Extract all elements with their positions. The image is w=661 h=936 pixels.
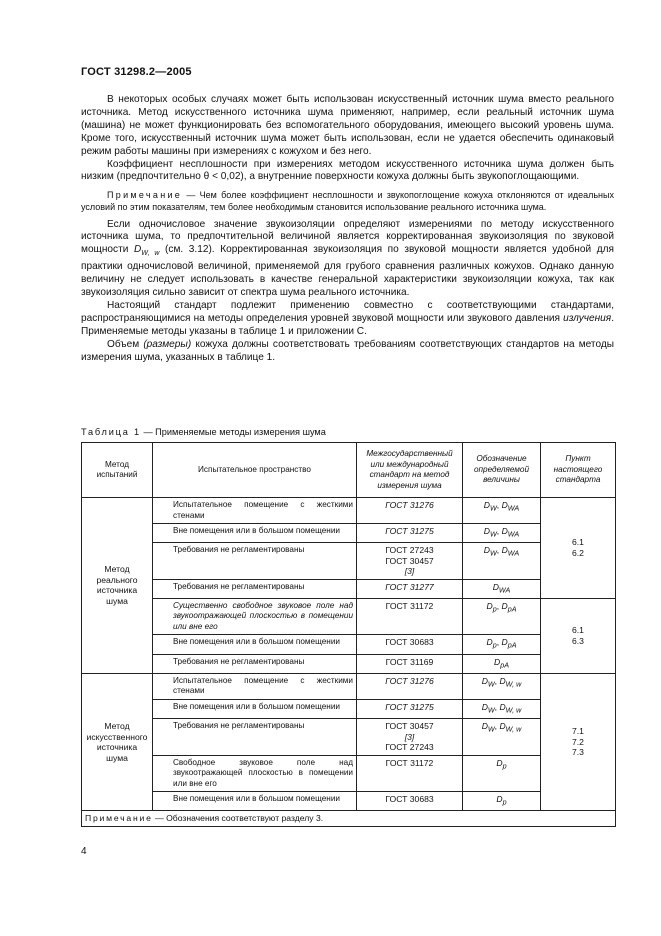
clause-cell: 6.1 6.2 — [541, 498, 616, 599]
method-cell: Метод реального источника шума — [82, 498, 153, 674]
header-quantity: Обозначение определяемой величины — [463, 443, 541, 498]
note — [81, 189, 614, 213]
table-note: Примечание — Обозначения соответствуют разделу 3. — [82, 811, 616, 827]
table-header-row — [82, 443, 616, 498]
document-header: ГОСТ 31298.2—2005 — [81, 66, 192, 78]
methods-table — [81, 442, 616, 827]
table-row: Требования не регламентированы ГОСТ 27243 ГОСТ 30457 [3] $D_W$, $D_{WA}$ — [82, 543, 616, 580]
clause-cell: 7.1 7.2 7.3 — [541, 673, 616, 810]
clause-cell: 6.1 6.3 — [541, 598, 616, 673]
table-row: Метод реального источника шума Испытательное помещение с жесткими стенами ГОСТ 31276 $D_W$, $D_{WA}$ 6.1 6.2 — [82, 498, 616, 524]
paragraph: В некоторых особых случаях может быть использован искусственный источник шума вместо реального источника. Метод искусственного источника шума применяют, например, если реальный источник шума (машина) не может функционировать без вспомогательного оборудования, имеющего высокий уровень шума. Кроме того, искусственный источник шума может быть использован, если не удается обеспечить одинаковый режим работы машины при измерениях с кожухом и без него. — [81, 94, 614, 157]
table-caption: Таблица 1 — Применяемые методы измерения шума — [81, 427, 326, 437]
paragraph: Если одночисловое значение звукоизоляции определяют измерениями по методу искусственного источника шума, то предпочтительной величиной является корректированная звукоизоляция по звуковой мощности $D_{W, w}$ (см. 3.12). Корректированная звукоизоляция по звуковой мощности является удобной для практики одночисловой величиной, применяемой для грубого сравнения различных кожухов. Однако данную величину не следует использовать в качестве генеральной характеристики звукоизоляции кожуха, так как звукоизоляция сильно зависит от спектра шума реального источника. — [81, 218, 615, 299]
table-note-row — [82, 811, 616, 827]
paragraph: Коэффициент несплошности при измерениях методом искусственного источника шума должен быть низким (предпочтительно θ < 0,02), а внутренние поверхности кожуха должны быть звукопоглощающими. — [81, 158, 614, 183]
paragraph: Объем (размеры) кожуха должны соответствовать требованиям соответствующих стандартов на методы измерения шума, указанных в таблице 1. — [81, 338, 614, 363]
header-space: Испытательное пространство — [153, 443, 357, 498]
table-row: Свободное звуковое поле над звукоотражающей плоскостью в помещении или вне его ГОСТ 31172 $D_p$ — [82, 755, 616, 792]
header-standard: Межгосударственный или международный стандарт на метод измерения шума — [357, 443, 463, 498]
table-row: Требования не регламентированы ГОСТ 30457 [3] ГОСТ 27243 $D_W$, $D_{W, w}$ — [82, 719, 616, 756]
table-row: Существенно свободное звуковое поле над звукоотражающей плоскостью в помещении или вне его ГОСТ 31172 $D_p$, $D_{pA}$ 6.1 6.3 — [82, 598, 616, 635]
symbol: D — [133, 244, 142, 256]
table-row: Вне помещения или в большом помещении ГОСТ 31275 $D_W$, $D_{WA}$ — [82, 524, 616, 543]
method-cell: Метод искусственного источника шума — [82, 673, 153, 810]
page-number: 4 — [81, 846, 87, 857]
body-text — [81, 94, 614, 365]
header-method: Метод испытаний — [82, 443, 153, 498]
note-text: — Чем более коэффициент несплошности и звукопоглощение кожуха отклоняются от идеальных условий по этим показателям, тем более необходимым становится использование реального источника шума. — [81, 190, 614, 213]
table-row: Вне помещения или в большом помещении ГОСТ 31275 $D_W$, $D_{W, w}$ — [82, 699, 616, 718]
symbol-sub: W, w — [141, 250, 160, 258]
table-row: Метод искусственного источника шума Испытательное помещение с жесткими стенами ГОСТ 31276 $D_W$, $D_{W, w}$ 7.1 7.2 7.3 — [82, 673, 616, 699]
note-label: Примечание — [107, 190, 183, 201]
table-row: Требования не регламентированы ГОСТ 31169 $D_{pA}$ — [82, 654, 616, 673]
header-clause: Пункт настоящего стандарта — [541, 443, 616, 498]
paragraph: Настоящий стандарт подлежит применению совместно с соответствующими стандартами, распространяющимися на методы определения уровней звуковой мощности или звукового давления излучения. Применяемые методы указаны в таблице 1 и приложении С. — [81, 299, 614, 337]
table-row: Вне помещения или в большом помещении ГОСТ 30683 $D_p$, $D_{pA}$ — [82, 635, 616, 654]
table-row: Требования не регламентированы ГОСТ 31277 $D_{WA}$ — [82, 579, 616, 598]
table-row: Вне помещения или в большом помещении ГОСТ 30683 $D_p$ — [82, 792, 616, 811]
